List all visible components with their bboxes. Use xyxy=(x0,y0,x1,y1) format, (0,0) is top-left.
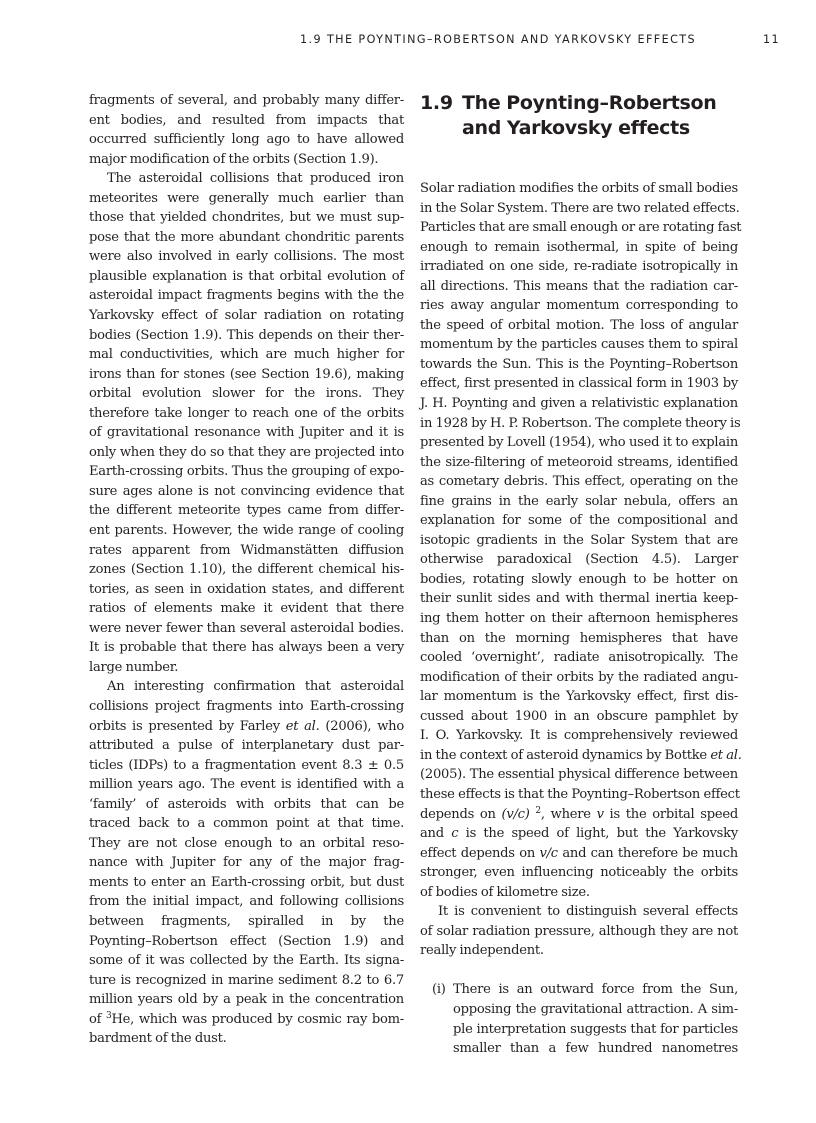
paragraph-farley-confirmation xyxy=(89,677,404,1048)
section-number: 1.9 xyxy=(420,92,453,114)
text-line: plausible explanation is that orbital evolution of xyxy=(89,268,404,284)
text-run: of xyxy=(89,1011,106,1027)
text-run: is the orbital speed xyxy=(603,806,739,822)
text-line: large number. xyxy=(89,659,179,675)
text-line: Solar radiation modifies the orbits of small bodies xyxy=(420,181,738,196)
text-line: Yarkovsky effect of solar radiation on rotating xyxy=(89,308,404,324)
text-line: ent bodies, and resulted from impacts that xyxy=(89,112,404,128)
citation-et-al: et al. xyxy=(285,718,320,734)
text-line: of solar radiation pressure, although they are not xyxy=(420,923,738,939)
text-line: bodies (Section 1.9). This depends on their ther- xyxy=(89,327,404,343)
text-line xyxy=(420,746,742,766)
math-v-over-c: v/c xyxy=(539,845,558,861)
text-line: irradiated on one side, re-radiate isotropically in xyxy=(420,259,738,275)
text-line: irons than for stones (see Section 19.6), making xyxy=(89,366,404,382)
text-line: There is an outward force from the Sun, xyxy=(453,982,738,998)
text-line: between fragments, spiralled in by the xyxy=(89,913,404,929)
text-run: (2006), who xyxy=(319,718,404,734)
text-line: occurred sufficiently long ago to have allowed xyxy=(89,132,404,148)
section-title-line1: The Poynting–Robertson xyxy=(462,92,717,114)
math-v-over-c: (v/c) xyxy=(501,806,530,822)
text-line: some of it was collected by the Earth. Its signa- xyxy=(89,953,404,969)
text-line: of gravitational resonance with Jupiter and it is xyxy=(89,425,404,441)
text-line: therefore take longer to reach one of the orbits xyxy=(89,405,404,421)
text-line: modification of their orbits by the radiated angu- xyxy=(420,669,738,685)
paragraph-iron-meteorites xyxy=(89,169,404,677)
text-line: million years old by a peak in the concentration xyxy=(89,992,404,1008)
text-line: the speed of orbital motion. The loss of angular xyxy=(420,317,738,333)
text-line: explanation for some of the compositional and xyxy=(420,513,738,529)
text-line xyxy=(420,805,738,825)
text-line: ments to enter an Earth-crossing orbit, but dust xyxy=(89,874,404,890)
effects-list xyxy=(420,980,738,1058)
math-v: v xyxy=(596,806,604,822)
paragraph-distinguish-effects xyxy=(420,902,738,961)
text-line: of bodies of kilometre size. xyxy=(420,884,590,900)
text-line: ture is recognized in marine sediment 8.2 to 6.7 xyxy=(89,972,404,988)
text-line: It is convenient to distinguish several effects xyxy=(438,904,738,920)
text-line: from the initial impact, and following collisions xyxy=(89,894,404,910)
citation-et-al: et al. xyxy=(710,747,742,763)
text-line: momentum by the particles causes them to spiral xyxy=(420,337,738,353)
text-line: pose that the more abundant chondritic parents xyxy=(89,229,404,245)
text-line xyxy=(89,717,404,737)
text-line: enough to remain isothermal, in spite of being xyxy=(420,239,738,255)
superscript: 3 xyxy=(106,1010,112,1021)
text-line: otherwise paradoxical (Section 4.5). Larger xyxy=(420,552,738,568)
text-line: traced back to a common point at that time. xyxy=(89,816,404,832)
text-run: depends on xyxy=(420,806,502,822)
text-line: opposing the gravitational attraction. A sim- xyxy=(453,1001,738,1017)
text-line: fragments of several, and probably many differ- xyxy=(89,93,404,108)
text-line: isotopic gradients in the Solar System that are xyxy=(420,532,738,548)
text-line: fine grains in the early solar nebula, offers an xyxy=(420,493,738,509)
text-line: major modification of the orbits (Section 1.9). xyxy=(89,151,379,167)
text-line: J. H. Poynting and given a relativistic explanation xyxy=(420,396,738,412)
text-line: ent parents. However, the wide range of cooling xyxy=(89,523,404,539)
text-line: collisions project fragments into Earth-crossing xyxy=(89,698,404,714)
text-line: lar momentum is the Yarkovsky effect, first dis- xyxy=(420,689,738,705)
text-line: attributed a pulse of interplanetary dust par- xyxy=(89,738,404,754)
text-line: bardment of the dust. xyxy=(89,1031,227,1047)
list-marker: (i) xyxy=(432,982,446,998)
text-line: cooled ‘overnight’, radiate anisotropically. The xyxy=(420,650,738,666)
text-line: ple interpretation suggests that for particles xyxy=(453,1021,738,1037)
text-line: these effects is that the Poynting–Robertson effect xyxy=(420,786,740,802)
text-line: They are not close enough to an orbital reso- xyxy=(89,835,404,851)
text-line: their sunlit sides and with thermal inertia keep- xyxy=(420,591,738,607)
text-run: is the speed of light, but the Yarkovsky xyxy=(458,826,738,842)
text-run: orbits is presented by Farley xyxy=(89,718,286,734)
running-head-title: 1.9 THE POYNTING–ROBERTSON AND YARKOVSKY EFFECTS xyxy=(300,33,697,46)
text-line: An interesting confirmation that asteroidal xyxy=(107,679,404,695)
text-line: than on the morning hemispheres that have xyxy=(420,630,738,646)
text-line: Poynting–Robertson effect (Section 1.9) and xyxy=(89,933,404,949)
text-line: sure ages alone is not convincing evidence that xyxy=(89,483,404,499)
text-line: all directions. This means that the radiation car- xyxy=(420,278,738,294)
left-column xyxy=(89,91,404,1049)
text-line: stronger, even influencing noticeably the orbits xyxy=(420,865,738,881)
text-line: as cometary debris. This effect, operating on the xyxy=(420,474,738,490)
section-heading xyxy=(420,91,738,141)
text-run: He, which was produced by cosmic ray bom- xyxy=(111,1011,404,1027)
text-line: those that yielded chondrites, but we must sup- xyxy=(89,210,404,226)
text-line: million years ago. The event is identified with a xyxy=(89,777,404,793)
superscript: 2 xyxy=(535,805,541,816)
paragraph-solar-radiation xyxy=(420,179,742,902)
text-line: were never fewer than several asteroidal bodies. xyxy=(89,620,404,636)
text-line: meteorites were generally much earlier than xyxy=(89,190,404,206)
text-line: zones (Section 1.10), the different chemical his- xyxy=(89,562,404,578)
text-line: ‘family’ of asteroids with orbits that can be xyxy=(89,796,404,812)
paragraph-continued xyxy=(89,91,404,169)
text-line: towards the Sun. This is the Poynting–Robertson xyxy=(420,356,738,372)
text-line: It is probable that there has always been a very xyxy=(89,640,404,656)
list-item xyxy=(420,980,738,1058)
text-line: The asteroidal collisions that produced iron xyxy=(107,171,404,187)
text-line: mal conductivities, which are much higher for xyxy=(89,347,404,363)
text-line: the size-filtering of meteoroid streams, identified xyxy=(420,454,738,470)
text-line: ticles (IDPs) to a fragmentation event 8.3 ± 0.5 xyxy=(89,757,404,773)
section-title-line2: and Yarkovsky effects xyxy=(462,117,690,139)
text-run: , where xyxy=(540,806,597,822)
text-line: were also involved in early collisions. The most xyxy=(89,249,404,265)
text-line: really independent. xyxy=(420,943,544,959)
text-line: only when they do so that they are projected into xyxy=(89,444,404,460)
text-line xyxy=(89,1010,404,1030)
text-line: Particles that are small enough or are rotating fast xyxy=(420,220,742,236)
text-line: in the Solar System. There are two related effects. xyxy=(420,200,740,216)
text-line: ing them hotter on their afternoon hemispheres xyxy=(420,611,738,627)
text-run: in the context of asteroid dynamics by Bottke xyxy=(420,747,711,763)
text-run: and can therefore be much xyxy=(557,845,738,861)
text-line: the different meteorite types came from differ- xyxy=(89,503,404,519)
math-c: c xyxy=(451,826,459,842)
text-line: nance with Jupiter for any of the major frag- xyxy=(89,855,404,871)
text-line xyxy=(420,824,738,844)
text-line: presented by Lovell (1954), who used it to explain xyxy=(420,435,738,451)
text-line: ratios of elements make it evident that there xyxy=(89,601,404,617)
text-run: effect depends on xyxy=(420,845,540,861)
text-run: and xyxy=(420,826,452,842)
right-column xyxy=(420,91,742,1059)
text-line: in 1928 by H. P. Robertson. The complete theory is xyxy=(420,415,741,431)
text-line: effect, first presented in classical form in 1903 by xyxy=(420,376,738,392)
text-line: rates apparent from Widmanstätten diffusion xyxy=(89,542,404,558)
text-line: orbital evolution slower for the irons. They xyxy=(89,386,404,402)
text-line: cussed about 1900 in an obscure pamphlet by xyxy=(420,708,738,724)
text-line: ries away angular momentum corresponding to xyxy=(420,298,738,314)
running-head xyxy=(0,33,816,51)
text-line: Earth-crossing orbits. Thus the grouping of expo- xyxy=(89,464,404,480)
text-line: (2005). The essential physical difference between xyxy=(420,767,738,783)
text-line: I. O. Yarkovsky. It is comprehensively reviewed xyxy=(420,728,738,744)
page-number: 11 xyxy=(763,33,781,46)
text-line: smaller than a few hundred nanometres xyxy=(453,1041,738,1057)
text-line: bodies, rotating slowly enough to be hotter on xyxy=(420,571,738,587)
text-line xyxy=(420,844,738,864)
text-line: asteroidal impact fragments begins with the the xyxy=(89,288,404,304)
text-line: tories, as seen in oxidation states, and different xyxy=(89,581,404,597)
